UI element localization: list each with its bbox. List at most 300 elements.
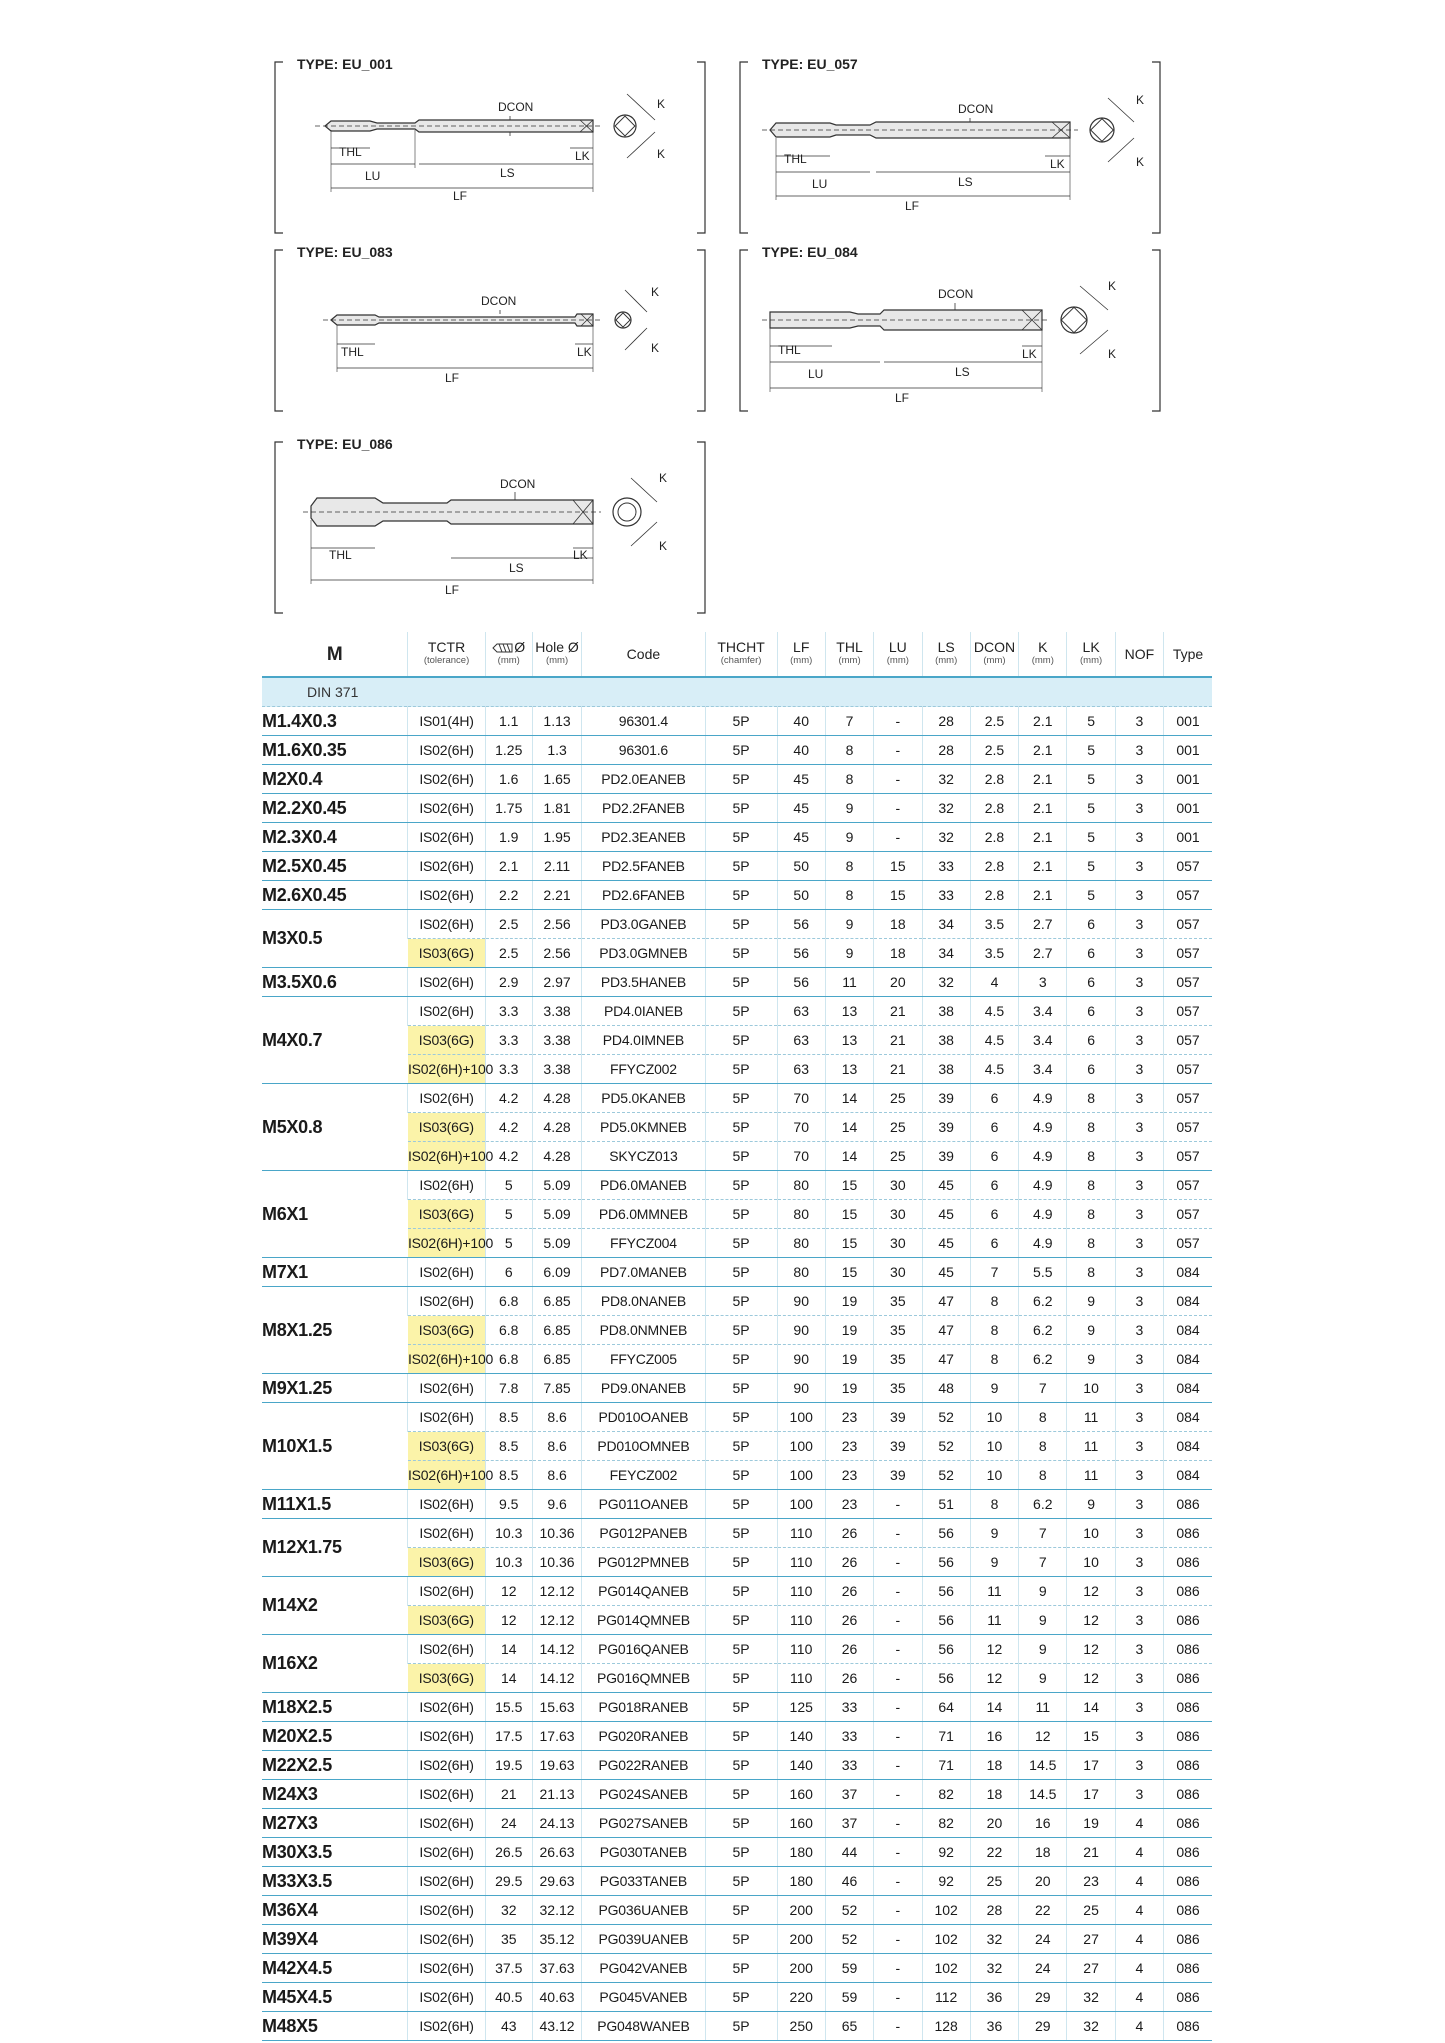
tolerance-cell: IS01(4H)	[408, 707, 485, 736]
lf-cell: 70	[777, 1142, 825, 1171]
drill-cell: 9.5	[485, 1490, 532, 1519]
lu-cell: 25	[874, 1084, 922, 1113]
k-cell: 8	[1019, 1461, 1067, 1490]
label-k-bottom: K	[1108, 347, 1117, 361]
lk-cell: 10	[1067, 1374, 1115, 1403]
type-cell: 001	[1164, 794, 1212, 823]
thcht-cell: 5P	[705, 1287, 777, 1316]
drill-cell: 40.5	[485, 1983, 532, 2012]
thcht-cell: 5P	[705, 1867, 777, 1896]
code-cell: SKYCZ013	[582, 1142, 705, 1171]
table-row	[262, 823, 1212, 852]
lf-cell: 100	[777, 1432, 825, 1461]
tolerance-cell: IS02(6H)	[408, 1693, 485, 1722]
lf-cell: 63	[777, 997, 825, 1026]
type-cell: 057	[1164, 1055, 1212, 1084]
label-lk: LK	[577, 345, 592, 359]
nof-cell: 3	[1115, 1548, 1163, 1577]
lf-cell: 40	[777, 736, 825, 765]
type-cell: 057	[1164, 910, 1212, 939]
thl-cell: 9	[825, 794, 873, 823]
tolerance-cell: IS02(6H)	[408, 1490, 485, 1519]
hole-cell: 32.12	[532, 1896, 581, 1925]
diagram-title: TYPE: EU_086	[293, 436, 397, 452]
table-row	[262, 1287, 1212, 1316]
dcon-cell: 2.8	[970, 765, 1018, 794]
hole-cell: 21.13	[532, 1780, 581, 1809]
lf-cell: 50	[777, 881, 825, 910]
label-lf: LF	[895, 391, 910, 405]
hole-cell: 43.12	[532, 2012, 581, 2041]
code-cell: 96301.4	[582, 707, 705, 736]
diagram-title: TYPE: EU_084	[758, 244, 862, 260]
dcon-cell: 10	[970, 1403, 1018, 1432]
drill-cell: 4.2	[485, 1113, 532, 1142]
lf-cell: 220	[777, 1983, 825, 2012]
dcon-cell: 12	[970, 1664, 1018, 1693]
thread-size: M36X4	[262, 1896, 408, 1925]
hole-cell: 6.85	[532, 1345, 581, 1374]
thcht-cell: 5P	[705, 1229, 777, 1258]
hole-cell: 4.28	[532, 1142, 581, 1171]
nof-cell: 3	[1115, 1519, 1163, 1548]
tolerance-cell: IS03(6G)	[408, 1200, 485, 1229]
lf-cell: 45	[777, 823, 825, 852]
type-cell: 086	[1164, 1925, 1212, 1954]
spec-table-body	[262, 677, 1212, 2041]
thread-size: M27X3	[262, 1809, 408, 1838]
k-cell: 4.9	[1019, 1113, 1067, 1142]
thcht-cell: 5P	[705, 1780, 777, 1809]
ls-cell: 52	[922, 1461, 970, 1490]
header-thcht-label: THCHT	[717, 639, 765, 655]
header-tctr-sub: (tolerance)	[423, 655, 470, 666]
type-cell: 086	[1164, 1519, 1212, 1548]
dcon-cell: 6	[970, 1229, 1018, 1258]
header-dcon	[970, 632, 1018, 677]
code-cell: PD4.0IANEB	[582, 997, 705, 1026]
tolerance-cell: IS02(6H)	[408, 1635, 485, 1664]
tolerance-cell: IS02(6H)	[408, 910, 485, 939]
code-cell: PG024SANEB	[582, 1780, 705, 1809]
tolerance-cell: IS02(6H)	[408, 968, 485, 997]
header-code: Code	[582, 632, 705, 677]
dcon-cell: 2.8	[970, 794, 1018, 823]
hole-cell: 2.97	[532, 968, 581, 997]
lf-cell: 63	[777, 1055, 825, 1084]
drill-cell: 35	[485, 1925, 532, 1954]
lk-cell: 12	[1067, 1577, 1115, 1606]
thl-cell: 19	[825, 1345, 873, 1374]
drill-cell: 19.5	[485, 1751, 532, 1780]
header-thl-sub: (mm)	[838, 655, 861, 666]
lf-cell: 140	[777, 1722, 825, 1751]
tolerance-cell: IS02(6H)	[408, 997, 485, 1026]
drill-cell: 2.1	[485, 852, 532, 881]
code-cell: PG045VANEB	[582, 1983, 705, 2012]
dcon-cell: 25	[970, 1867, 1018, 1896]
code-cell: PG011OANEB	[582, 1490, 705, 1519]
lf-cell: 70	[777, 1084, 825, 1113]
thl-cell: 59	[825, 1983, 873, 2012]
ls-cell: 56	[922, 1577, 970, 1606]
table-row	[262, 1490, 1212, 1519]
ls-cell: 38	[922, 997, 970, 1026]
header-thcht-sub: (chamfer)	[720, 655, 762, 666]
dcon-cell: 2.8	[970, 881, 1018, 910]
type-cell: 084	[1164, 1345, 1212, 1374]
code-cell: PD2.2FANEB	[582, 794, 705, 823]
nof-cell: 3	[1115, 765, 1163, 794]
lu-cell: -	[874, 1693, 922, 1722]
thread-size: M2X0.4	[262, 765, 408, 794]
table-row	[262, 707, 1212, 736]
dcon-cell: 32	[970, 1954, 1018, 1983]
lf-cell: 200	[777, 1896, 825, 1925]
thl-cell: 9	[825, 910, 873, 939]
diagram-title: TYPE: EU_001	[293, 56, 397, 72]
ls-cell: 34	[922, 939, 970, 968]
thread-size: M2.6X0.45	[262, 881, 408, 910]
type-cell: 084	[1164, 1403, 1212, 1432]
drill-cell: 43	[485, 2012, 532, 2041]
nof-cell: 3	[1115, 1345, 1163, 1374]
thl-cell: 59	[825, 1954, 873, 1983]
thread-size: M42X4.5	[262, 1954, 408, 1983]
nof-cell: 3	[1115, 1432, 1163, 1461]
k-cell: 3.4	[1019, 997, 1067, 1026]
dcon-cell: 12	[970, 1635, 1018, 1664]
k-cell: 3	[1019, 968, 1067, 997]
hole-cell: 5.09	[532, 1229, 581, 1258]
hole-cell: 17.63	[532, 1722, 581, 1751]
table-row	[262, 1519, 1212, 1548]
table-row	[262, 1258, 1212, 1287]
drill-cell: 6.8	[485, 1316, 532, 1345]
dcon-cell: 4.5	[970, 1026, 1018, 1055]
type-cell: 057	[1164, 997, 1212, 1026]
drill-cell: 1.6	[485, 765, 532, 794]
header-ls-sub: (mm)	[935, 655, 958, 666]
thcht-cell: 5P	[705, 1403, 777, 1432]
thl-cell: 15	[825, 1200, 873, 1229]
k-cell: 2.1	[1019, 823, 1067, 852]
table-row	[262, 1171, 1212, 1200]
dcon-cell: 18	[970, 1780, 1018, 1809]
hole-cell: 8.6	[532, 1432, 581, 1461]
dcon-cell: 2.5	[970, 736, 1018, 765]
drill-cell: 6.8	[485, 1287, 532, 1316]
type-cell: 086	[1164, 1693, 1212, 1722]
thread-size: M20X2.5	[262, 1722, 408, 1751]
lu-cell: -	[874, 794, 922, 823]
nof-cell: 3	[1115, 1200, 1163, 1229]
k-cell: 6.2	[1019, 1287, 1067, 1316]
label-ls: LS	[958, 175, 973, 189]
table-row	[262, 1983, 1212, 2012]
ls-cell: 56	[922, 1548, 970, 1577]
lf-cell: 90	[777, 1345, 825, 1374]
lf-cell: 250	[777, 2012, 825, 2041]
k-cell: 14.5	[1019, 1751, 1067, 1780]
thl-cell: 15	[825, 1258, 873, 1287]
drill-cell: 1.25	[485, 736, 532, 765]
thcht-cell: 5P	[705, 1374, 777, 1403]
tolerance-cell: IS02(6H)	[408, 1751, 485, 1780]
lu-cell: -	[874, 823, 922, 852]
thl-cell: 7	[825, 707, 873, 736]
thread-size: M1.6X0.35	[262, 736, 408, 765]
k-cell: 22	[1019, 1896, 1067, 1925]
drill-cell: 6.8	[485, 1345, 532, 1374]
lk-cell: 8	[1067, 1229, 1115, 1258]
thl-cell: 13	[825, 1055, 873, 1084]
header-lf	[777, 632, 825, 677]
tolerance-cell: IS02(6H)	[408, 823, 485, 852]
ls-cell: 82	[922, 1809, 970, 1838]
lu-cell: -	[874, 765, 922, 794]
label-dcon: DCON	[481, 294, 517, 308]
lf-cell: 200	[777, 1925, 825, 1954]
dcon-cell: 22	[970, 1838, 1018, 1867]
type-cell: 086	[1164, 1722, 1212, 1751]
lf-cell: 50	[777, 852, 825, 881]
hole-cell: 1.3	[532, 736, 581, 765]
ls-cell: 52	[922, 1432, 970, 1461]
header-ls	[922, 632, 970, 677]
label-k-top: K	[657, 97, 666, 111]
thl-cell: 46	[825, 1867, 873, 1896]
dcon-cell: 10	[970, 1432, 1018, 1461]
k-cell: 8	[1019, 1403, 1067, 1432]
lf-cell: 80	[777, 1200, 825, 1229]
code-cell: PD010OMNEB	[582, 1432, 705, 1461]
lk-cell: 5	[1067, 881, 1115, 910]
lu-cell: -	[874, 1925, 922, 1954]
hole-cell: 14.12	[532, 1635, 581, 1664]
label-thl: THL	[784, 152, 807, 166]
thl-cell: 8	[825, 765, 873, 794]
hole-cell: 2.21	[532, 881, 581, 910]
tolerance-cell: IS02(6H)	[408, 1722, 485, 1751]
nof-cell: 3	[1115, 1693, 1163, 1722]
tolerance-cell: IS02(6H)+100	[408, 1055, 485, 1084]
tolerance-cell: IS03(6G)	[408, 1026, 485, 1055]
header-thl-label: THL	[836, 639, 863, 655]
dcon-cell: 3.5	[970, 939, 1018, 968]
drill-cell: 10.3	[485, 1548, 532, 1577]
label-lu: LU	[365, 169, 381, 183]
dcon-cell: 7	[970, 1258, 1018, 1287]
ls-cell: 51	[922, 1490, 970, 1519]
hole-cell: 7.85	[532, 1374, 581, 1403]
thcht-cell: 5P	[705, 1055, 777, 1084]
nof-cell: 3	[1115, 1084, 1163, 1113]
lf-cell: 80	[777, 1171, 825, 1200]
label-ls: LS	[509, 561, 524, 575]
table-row	[262, 1374, 1212, 1403]
label-dcon: DCON	[938, 287, 974, 301]
lk-cell: 8	[1067, 1142, 1115, 1171]
dcon-cell: 6	[970, 1084, 1018, 1113]
table-header	[262, 632, 1212, 677]
lf-cell: 56	[777, 939, 825, 968]
dcon-cell: 2.8	[970, 852, 1018, 881]
hole-cell: 37.63	[532, 1954, 581, 1983]
type-cell: 057	[1164, 881, 1212, 910]
nof-cell: 3	[1115, 1055, 1163, 1084]
table-row	[262, 1722, 1212, 1751]
code-cell: 96301.6	[582, 736, 705, 765]
thl-cell: 33	[825, 1751, 873, 1780]
hole-cell: 12.12	[532, 1577, 581, 1606]
k-cell: 8	[1019, 1432, 1067, 1461]
k-cell: 2.1	[1019, 794, 1067, 823]
thl-cell: 14	[825, 1142, 873, 1171]
hole-cell: 4.28	[532, 1113, 581, 1142]
tolerance-cell: IS02(6H)	[408, 1867, 485, 1896]
k-cell: 2.7	[1019, 939, 1067, 968]
dcon-cell: 6	[970, 1142, 1018, 1171]
thl-cell: 26	[825, 1519, 873, 1548]
nof-cell: 3	[1115, 1577, 1163, 1606]
type-cell: 084	[1164, 1258, 1212, 1287]
header-hole-label: Hole Ø	[535, 639, 579, 655]
label-lf: LF	[905, 199, 920, 213]
code-cell: PD5.0KANEB	[582, 1084, 705, 1113]
ls-cell: 71	[922, 1751, 970, 1780]
tolerance-cell: IS02(6H)	[408, 1287, 485, 1316]
lu-cell: 30	[874, 1171, 922, 1200]
lf-cell: 90	[777, 1374, 825, 1403]
lk-cell: 9	[1067, 1287, 1115, 1316]
lk-cell: 10	[1067, 1519, 1115, 1548]
nof-cell: 3	[1115, 1606, 1163, 1635]
lf-cell: 56	[777, 968, 825, 997]
tolerance-cell: IS02(6H)	[408, 881, 485, 910]
lk-cell: 27	[1067, 1954, 1115, 1983]
label-dcon: DCON	[958, 102, 994, 116]
label-ls: LS	[955, 365, 970, 379]
ls-cell: 38	[922, 1026, 970, 1055]
lu-cell: -	[874, 1519, 922, 1548]
thcht-cell: 5P	[705, 1345, 777, 1374]
nof-cell: 3	[1115, 1142, 1163, 1171]
thread-size: M2.5X0.45	[262, 852, 408, 881]
type-cell: 086	[1164, 1954, 1212, 1983]
lu-cell: 20	[874, 968, 922, 997]
lf-cell: 110	[777, 1635, 825, 1664]
thl-cell: 23	[825, 1461, 873, 1490]
label-lf: LF	[445, 583, 460, 597]
table-row	[262, 1780, 1212, 1809]
k-cell: 4.9	[1019, 1142, 1067, 1171]
table-row	[262, 1635, 1212, 1664]
k-cell: 14.5	[1019, 1780, 1067, 1809]
nof-cell: 4	[1115, 1867, 1163, 1896]
thcht-cell: 5P	[705, 939, 777, 968]
lf-cell: 70	[777, 1113, 825, 1142]
label-lk: LK	[573, 548, 588, 562]
code-cell: PG022RANEB	[582, 1751, 705, 1780]
nof-cell: 3	[1115, 1490, 1163, 1519]
code-cell: PD6.0MMNEB	[582, 1200, 705, 1229]
k-cell: 3.4	[1019, 1026, 1067, 1055]
thread-size: M2.3X0.4	[262, 823, 408, 852]
lk-cell: 17	[1067, 1751, 1115, 1780]
lu-cell: -	[874, 2012, 922, 2041]
k-cell: 2.1	[1019, 765, 1067, 794]
ls-cell: 71	[922, 1722, 970, 1751]
drill-cell: 26.5	[485, 1838, 532, 1867]
hole-cell: 24.13	[532, 1809, 581, 1838]
dcon-cell: 9	[970, 1548, 1018, 1577]
table-row	[262, 1403, 1212, 1432]
lf-cell: 110	[777, 1548, 825, 1577]
thread-size: M45X4.5	[262, 1983, 408, 2012]
thl-cell: 52	[825, 1925, 873, 1954]
nof-cell: 3	[1115, 1113, 1163, 1142]
hole-cell: 5.09	[532, 1200, 581, 1229]
code-cell: PD9.0NANEB	[582, 1374, 705, 1403]
diagram-title: TYPE: EU_083	[293, 244, 397, 260]
thread-size: M48X5	[262, 2012, 408, 2041]
thcht-cell: 5P	[705, 765, 777, 794]
ls-cell: 45	[922, 1229, 970, 1258]
thl-cell: 19	[825, 1287, 873, 1316]
thcht-cell: 5P	[705, 1693, 777, 1722]
thl-cell: 8	[825, 881, 873, 910]
k-cell: 3.4	[1019, 1055, 1067, 1084]
lk-cell: 11	[1067, 1432, 1115, 1461]
tolerance-cell: IS02(6H)	[408, 1780, 485, 1809]
thcht-cell: 5P	[705, 1983, 777, 2012]
ls-cell: 47	[922, 1287, 970, 1316]
k-cell: 9	[1019, 1606, 1067, 1635]
code-cell: PD2.5FANEB	[582, 852, 705, 881]
header-lk-label: LK	[1082, 639, 1100, 655]
thread-size: M12X1.75	[262, 1519, 408, 1577]
thcht-cell: 5P	[705, 1490, 777, 1519]
lu-cell: -	[874, 1577, 922, 1606]
code-cell: PD8.0NANEB	[582, 1287, 705, 1316]
ls-cell: 32	[922, 765, 970, 794]
drill-cell: 12	[485, 1606, 532, 1635]
code-cell: PD2.6FANEB	[582, 881, 705, 910]
ls-cell: 82	[922, 1780, 970, 1809]
dcon-cell: 10	[970, 1461, 1018, 1490]
thl-cell: 23	[825, 1432, 873, 1461]
nof-cell: 3	[1115, 1316, 1163, 1345]
ls-cell: 112	[922, 1983, 970, 2012]
lu-cell: 15	[874, 881, 922, 910]
type-cell: 057	[1164, 852, 1212, 881]
k-cell: 7	[1019, 1374, 1067, 1403]
dcon-cell: 8	[970, 1287, 1018, 1316]
thl-cell: 26	[825, 1664, 873, 1693]
lf-cell: 160	[777, 1780, 825, 1809]
thl-cell: 8	[825, 736, 873, 765]
thcht-cell: 5P	[705, 1548, 777, 1577]
lu-cell: 15	[874, 852, 922, 881]
diagram-eu-057	[740, 56, 1160, 235]
drill-cell: 1.75	[485, 794, 532, 823]
ls-cell: 102	[922, 1896, 970, 1925]
dcon-cell: 8	[970, 1345, 1018, 1374]
lk-cell: 9	[1067, 1316, 1115, 1345]
dcon-cell: 36	[970, 1983, 1018, 2012]
thl-cell: 65	[825, 2012, 873, 2041]
